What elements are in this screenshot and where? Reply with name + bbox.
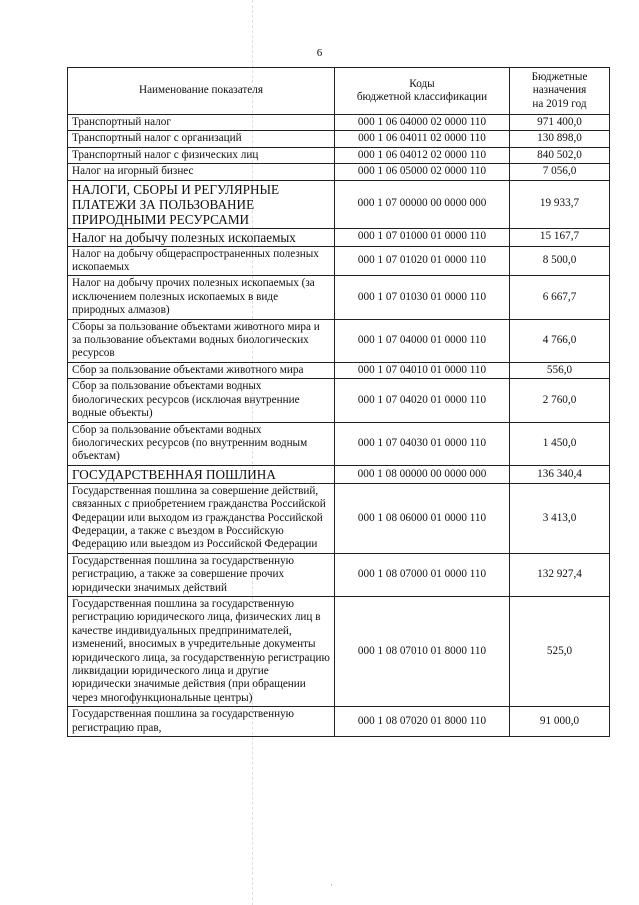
header-values-line3: на 2019 год — [532, 97, 587, 110]
row-value: 2 760,0 — [510, 379, 610, 422]
table-row — [68, 707, 610, 737]
table-row — [68, 131, 610, 147]
table-row — [68, 180, 610, 228]
row-value: 1 450,0 — [510, 422, 610, 465]
row-name: Государственная пошлина за государственную регистрацию прав, — [68, 707, 335, 737]
row-name: ГОСУДАРСТВЕННАЯ ПОШЛИНА — [68, 465, 335, 483]
row-value: 91 000,0 — [510, 707, 610, 737]
table-row — [68, 422, 610, 465]
table-row — [68, 115, 610, 131]
table-body — [68, 115, 610, 737]
row-name: Сбор за пользование объектами водных биологических ресурсов (исключая внутренние водные объекты) — [68, 379, 335, 422]
row-value: 130 898,0 — [510, 131, 610, 147]
row-value: 840 502,0 — [510, 147, 610, 163]
header-name-label: Наименование показателя — [139, 84, 263, 97]
row-value: 4 766,0 — [510, 319, 610, 362]
row-value: 19 933,7 — [510, 180, 610, 228]
row-code: 000 1 07 04010 01 0000 110 — [335, 362, 510, 378]
table-row — [68, 246, 610, 276]
table-row — [68, 553, 610, 596]
row-value: 15 167,7 — [510, 228, 610, 246]
row-code: 000 1 07 04030 01 0000 110 — [335, 422, 510, 465]
row-name: Транспортный налог с физических лиц — [68, 147, 335, 163]
header-name — [68, 68, 335, 115]
table-row — [68, 276, 610, 319]
row-code: 000 1 07 01030 01 0000 110 — [335, 276, 510, 319]
header-codes-line2: бюджетной классификации — [356, 91, 488, 103]
row-value: 3 413,0 — [510, 483, 610, 553]
row-name: Налог на добычу общераспространенных полезных ископаемых — [68, 246, 335, 276]
table-row — [68, 164, 610, 180]
table-row — [68, 362, 610, 378]
row-value: 8 500,0 — [510, 246, 610, 276]
page-number: 6 — [316, 47, 323, 59]
table-row — [68, 228, 610, 246]
table-row — [68, 465, 610, 483]
header-values-line1: Бюджетные — [531, 70, 588, 83]
row-name: Государственная пошлина за совершение действий, связанных с приобретением гражданства Российской Федерации или выходом из гражданства Российской Федерации, а также с въездом в Российскую Федерацию или выездом из Российской Федерации — [68, 483, 335, 553]
row-value: 971 400,0 — [510, 115, 610, 131]
row-code: 000 1 06 05000 02 0000 110 — [335, 164, 510, 180]
row-code: 000 1 07 01000 01 0000 110 — [335, 228, 510, 246]
budget-table — [67, 67, 610, 737]
row-code: 000 1 07 04020 01 0000 110 — [335, 379, 510, 422]
scan-mark: · — [330, 880, 333, 890]
table-header-row — [68, 68, 610, 115]
row-value: 525,0 — [510, 596, 610, 706]
row-code: 000 1 08 00000 00 0000 000 — [335, 465, 510, 483]
row-name: Государственная пошлина за государственную регистрацию юридического лица, физических лиц в качестве индивидуальных предпринимателей, изменений, вносимых в учредительные документы юридического лица, за государственную регистрацию ликвидации юридического лица и другие юридически значимые действия (при обращении через многофункциональные центры) — [68, 596, 335, 706]
row-value: 6 667,7 — [510, 276, 610, 319]
row-code: 000 1 08 07000 01 0000 110 — [335, 553, 510, 596]
row-name: Государственная пошлина за государственную регистрацию, а также за совершение прочих юридически значимых действий — [68, 553, 335, 596]
row-value: 7 056,0 — [510, 164, 610, 180]
table-row — [68, 483, 610, 553]
row-code: 000 1 07 04000 01 0000 110 — [335, 319, 510, 362]
row-name: Налог на игорный бизнес — [68, 164, 335, 180]
table-row — [68, 379, 610, 422]
row-code: 000 1 06 04000 02 0000 110 — [335, 115, 510, 131]
header-values — [510, 68, 610, 115]
row-code: 000 1 08 06000 01 0000 110 — [335, 483, 510, 553]
row-name: Транспортный налог — [68, 115, 335, 131]
row-value: 132 927,4 — [510, 553, 610, 596]
header-values-line2: назначения — [532, 84, 587, 97]
table-row — [68, 596, 610, 706]
header-codes-line1: Коды — [409, 77, 435, 90]
row-value: 556,0 — [510, 362, 610, 378]
row-code: 000 1 06 04011 02 0000 110 — [335, 131, 510, 147]
row-code: 000 1 06 04012 02 0000 110 — [335, 147, 510, 163]
row-code: 000 1 08 07010 01 8000 110 — [335, 596, 510, 706]
row-name: Налог на добычу полезных ископаемых — [68, 228, 335, 246]
row-name: Транспортный налог с организаций — [68, 131, 335, 147]
row-code: 000 1 07 01020 01 0000 110 — [335, 246, 510, 276]
row-code: 000 1 07 00000 00 0000 000 — [335, 180, 510, 228]
row-name: НАЛОГИ, СБОРЫ И РЕГУЛЯРНЫЕ ПЛАТЕЖИ ЗА ПОЛЬЗОВАНИЕ ПРИРОДНЫМИ РЕСУРСАМИ — [68, 180, 335, 228]
row-value: 136 340,4 — [510, 465, 610, 483]
row-name: Сбор за пользование объектами животного мира — [68, 362, 335, 378]
row-name: Налог на добычу прочих полезных ископаемых (за исключением полезных ископаемых в виде природных алмазов) — [68, 276, 335, 319]
row-code: 000 1 08 07020 01 8000 110 — [335, 707, 510, 737]
header-codes — [335, 68, 510, 115]
table-row — [68, 147, 610, 163]
table-row — [68, 319, 610, 362]
row-name: Сборы за пользование объектами животного мира и за пользование объектами водных биологических ресурсов — [68, 319, 335, 362]
row-name: Сбор за пользование объектами водных биологических ресурсов (по внутренним водным объектам) — [68, 422, 335, 465]
